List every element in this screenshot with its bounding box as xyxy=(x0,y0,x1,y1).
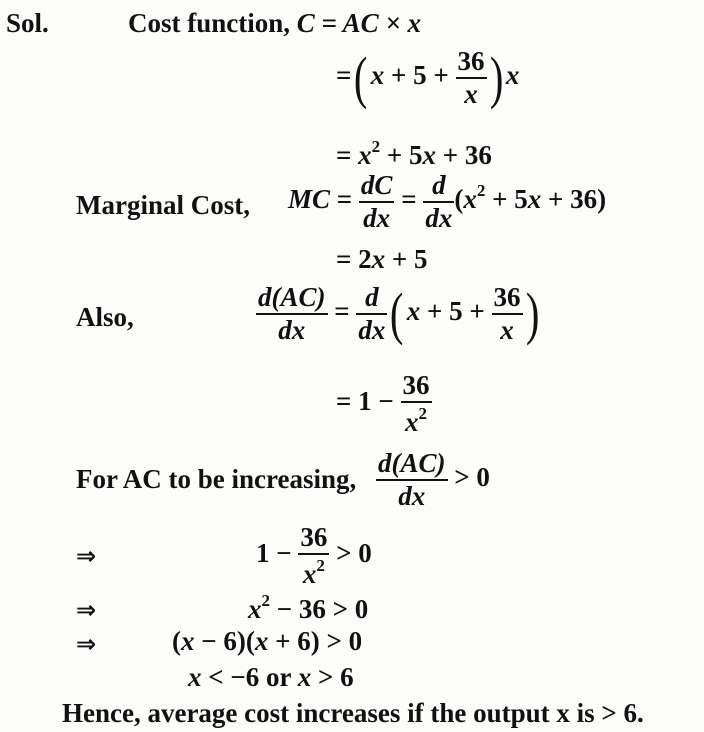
inequality-step1: 1 − $\frac{36}{x^2}$ > 0 xyxy=(256,522,372,589)
cost-function-equation: C = AC × x xyxy=(296,8,422,38)
implies-symbol-3: ⇒ xyxy=(76,630,97,658)
inequality-step3: (x − 6)(x + 6) > 0 xyxy=(172,626,363,656)
conclusion-text: Hence, average cost increases if the output x is > 6. xyxy=(62,698,644,728)
ac-derivative-equation: $\frac{d(AC)}{dx}$ = $\frac{d}{dx}$ ( x + 5 + $\frac{36}{x}$ ) xyxy=(258,281,539,346)
also-label: Also, xyxy=(76,302,134,332)
implies-symbol-2: ⇒ xyxy=(76,596,97,624)
inequality-solution: x < −6 or x > 6 xyxy=(188,662,354,692)
cost-function-label: Cost function, xyxy=(128,8,291,38)
marginal-cost-equation: MC = $\frac{dC}{dx}$ = $\frac{d}{dx}$ $(x^2 + 5x + 36)$ xyxy=(288,170,607,233)
marginal-cost-label: Marginal Cost, xyxy=(76,190,250,220)
fraction-36-over-x: $\frac{36}{x}$ xyxy=(457,46,485,109)
marginal-cost-result: = 2x + 5 xyxy=(336,244,428,274)
increasing-condition: $\frac{d(AC)}{dx}$ > 0 xyxy=(378,448,490,511)
inequality-step2: $x^2 - 36 > 0$ xyxy=(248,591,369,624)
increasing-label: For AC to be increasing, xyxy=(76,464,357,494)
ac-derivative-result: = 1 − $\frac{36}{x^2}$ xyxy=(336,370,430,437)
implies-symbol-1: ⇒ xyxy=(76,542,97,570)
cost-expansion-step2: = $x^2 + 5x + 36$ xyxy=(336,137,492,170)
cost-function-line xyxy=(128,10,421,37)
solution-label: Sol. xyxy=(6,8,49,38)
cost-expansion-step1: =( x + 5 + $\frac{36}{x}$ ) x xyxy=(336,45,520,110)
